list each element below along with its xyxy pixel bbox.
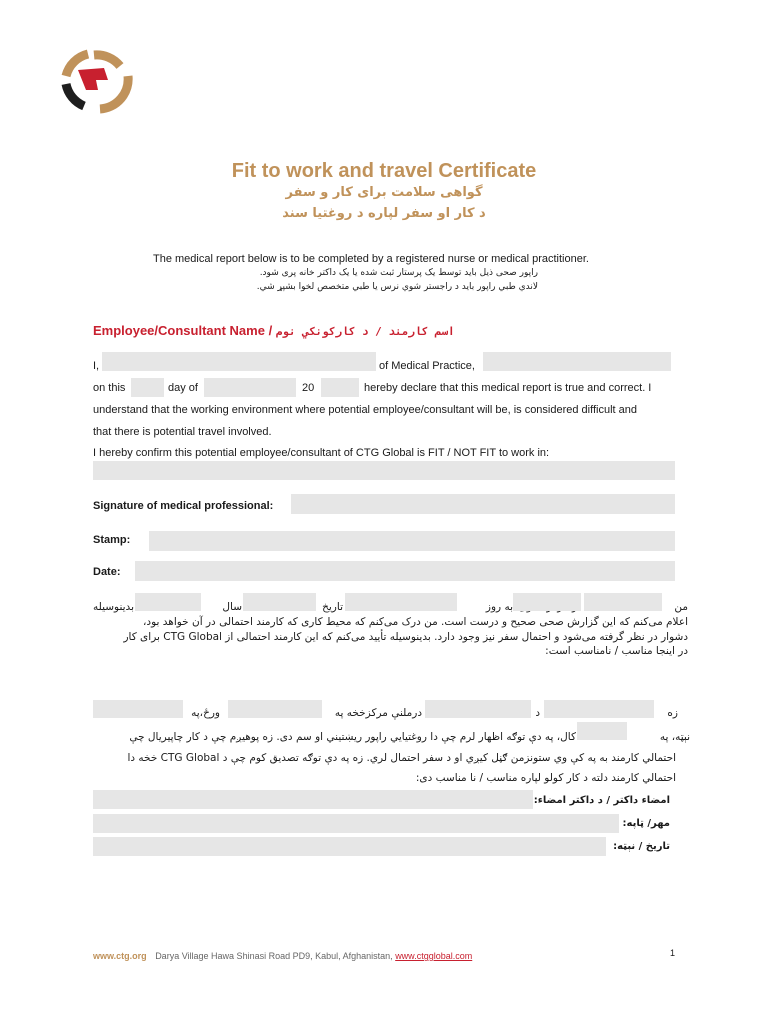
fa-date-label: تاریخ / نېټه: — [613, 841, 670, 852]
intro-text-dari: راپور صحی ذیل باید توسط یک پرستار ثبت شده یا یک داکتر خانه پری شود. — [259, 268, 538, 278]
practitioner-name-field[interactable] — [102, 352, 376, 371]
dari-practice-field[interactable] — [513, 593, 581, 611]
dari-date-field[interactable] — [243, 593, 316, 611]
month-field[interactable] — [204, 378, 296, 397]
page-title-dari: گواهی سلامت برای کار و سفر — [285, 185, 483, 200]
signature-field[interactable] — [291, 494, 675, 514]
employee-heading-sep: / — [268, 323, 273, 338]
dari-line-2: اعلام می‌کنم که این گزارش صحی صحیح و درست است. من درک می‌کنم که محیط کاری که کارمند احتمالی در آن خواهد بود، — [143, 616, 688, 628]
dari-word-man: من — [674, 601, 688, 613]
pashto-word-da: د — [535, 707, 540, 719]
ctg-logo-icon — [58, 46, 142, 114]
footer-site[interactable]: www.ctg.org — [93, 951, 147, 961]
footer — [93, 951, 472, 961]
pashto-word-markaz: درملنې مرکزخخه په — [334, 707, 422, 719]
dari-word-tarikh: تاریخ — [322, 601, 343, 613]
pashto-year-field[interactable] — [577, 722, 627, 740]
fa-signature-field[interactable] — [93, 790, 533, 809]
dari-line-4: در اینجا مناسب / نامناسب است: — [545, 645, 688, 657]
signature-label: Signature of medical professional: — [93, 500, 274, 512]
body-line-2: understand that the working environment where potential employee/consultant will be, is considered difficult and — [93, 404, 638, 416]
date-label: Date: — [93, 566, 121, 578]
year-field[interactable] — [321, 378, 359, 397]
pashto-name-field[interactable] — [544, 700, 654, 718]
declare-text: hereby declare that this medical report is true and correct. I — [364, 382, 652, 394]
i-label: I, — [93, 360, 100, 372]
intro-text-en: The medical report below is to be completed by a registered nurse or medical practitioner. — [153, 253, 589, 265]
body-line-4: I hereby confirm this potential employee/consultant of CTG Global is FIT / NOT FIT to work in: — [93, 447, 550, 459]
fa-stamp-label: مهر/ ټاپه: — [622, 818, 670, 829]
intro-text-pashto: لاندي طبي راپور باید د راجستر شوي نرس یا طبي متخصص لخوا بشپړ شي. — [256, 282, 538, 292]
pashto-practice-field[interactable] — [425, 700, 531, 718]
stamp-field[interactable] — [149, 531, 675, 551]
employee-heading-fa: اسم کارمند / د کارکونکي نوم — [275, 325, 455, 338]
pashto-line-1: کال، په دې توګه اظهار لرم چې دا روغتیایي راپور ریښتیني او سم دی. زه پوهیږم چې د کار چاپیریال چې — [129, 731, 576, 743]
dari-line-3: دشوار در نظر گرفته می‌شود و احتمال سفر نیز وجود دارد. بدینوسیله تأیید می‌کنم که این کارمند احتمالی از CTG Global برای کار — [123, 631, 688, 643]
dari-word-sal: سال — [222, 601, 242, 613]
employee-name-heading — [93, 323, 455, 338]
dari-word-roz: به روز — [485, 601, 513, 613]
dari-name-field[interactable] — [584, 593, 662, 611]
day-field[interactable] — [131, 378, 164, 397]
employee-heading-en: Employee/Consultant Name — [93, 323, 265, 338]
pashto-line-2: احتمالي کارمند به په کې وي ستونزمن ګڼل کیږي او د سفر احتمال لري. زه په دې توګه تصدیق کوم چې د CTG Global خخه دا — [127, 752, 676, 764]
pashto-word-wraj: ورځ،په — [191, 707, 220, 719]
pashto-date-field[interactable] — [93, 700, 183, 718]
dari-day-field[interactable] — [345, 593, 457, 611]
footer-link[interactable]: www.ctgglobal.com — [395, 951, 473, 961]
pashto-word-nitah: نېټه، په — [659, 731, 690, 743]
on-this-label: on this — [93, 382, 126, 394]
dari-year-field[interactable] — [135, 593, 201, 611]
page-title: Fit to work and travel Certificate — [231, 160, 537, 182]
medical-practice-field[interactable] — [483, 352, 671, 371]
fa-date-field[interactable] — [93, 837, 606, 856]
page-number: 1 — [670, 948, 676, 958]
fa-signature-label: امضاء داکتر / د داکتر امضاء: — [533, 795, 670, 806]
fa-stamp-field[interactable] — [93, 814, 619, 833]
body-line-3: that there is potential travel involved. — [93, 426, 272, 438]
practice-label: of Medical Practice, — [379, 360, 475, 372]
date-field[interactable] — [135, 561, 675, 581]
pashto-word-za: زه — [667, 707, 678, 719]
fit-to-work-location-field[interactable] — [93, 461, 675, 480]
stamp-label: Stamp: — [93, 534, 131, 546]
pashto-day-field[interactable] — [228, 700, 322, 718]
page-title-pashto: د کار او سفر لپاره د روغتیا سند — [282, 206, 486, 221]
dari-word-badinwasila: بدینوسیله — [92, 601, 134, 613]
footer-address: Darya Village Hawa Shinasi Road PD9, Kabul, Afghanistan, — [155, 951, 393, 961]
pashto-line-3: احتمالي کارمند دلته د کار کولو لپاره مناسب / نا مناسب دی: — [415, 772, 676, 784]
day-of-label: day of — [168, 382, 198, 394]
year-prefix: 20 — [302, 382, 315, 394]
